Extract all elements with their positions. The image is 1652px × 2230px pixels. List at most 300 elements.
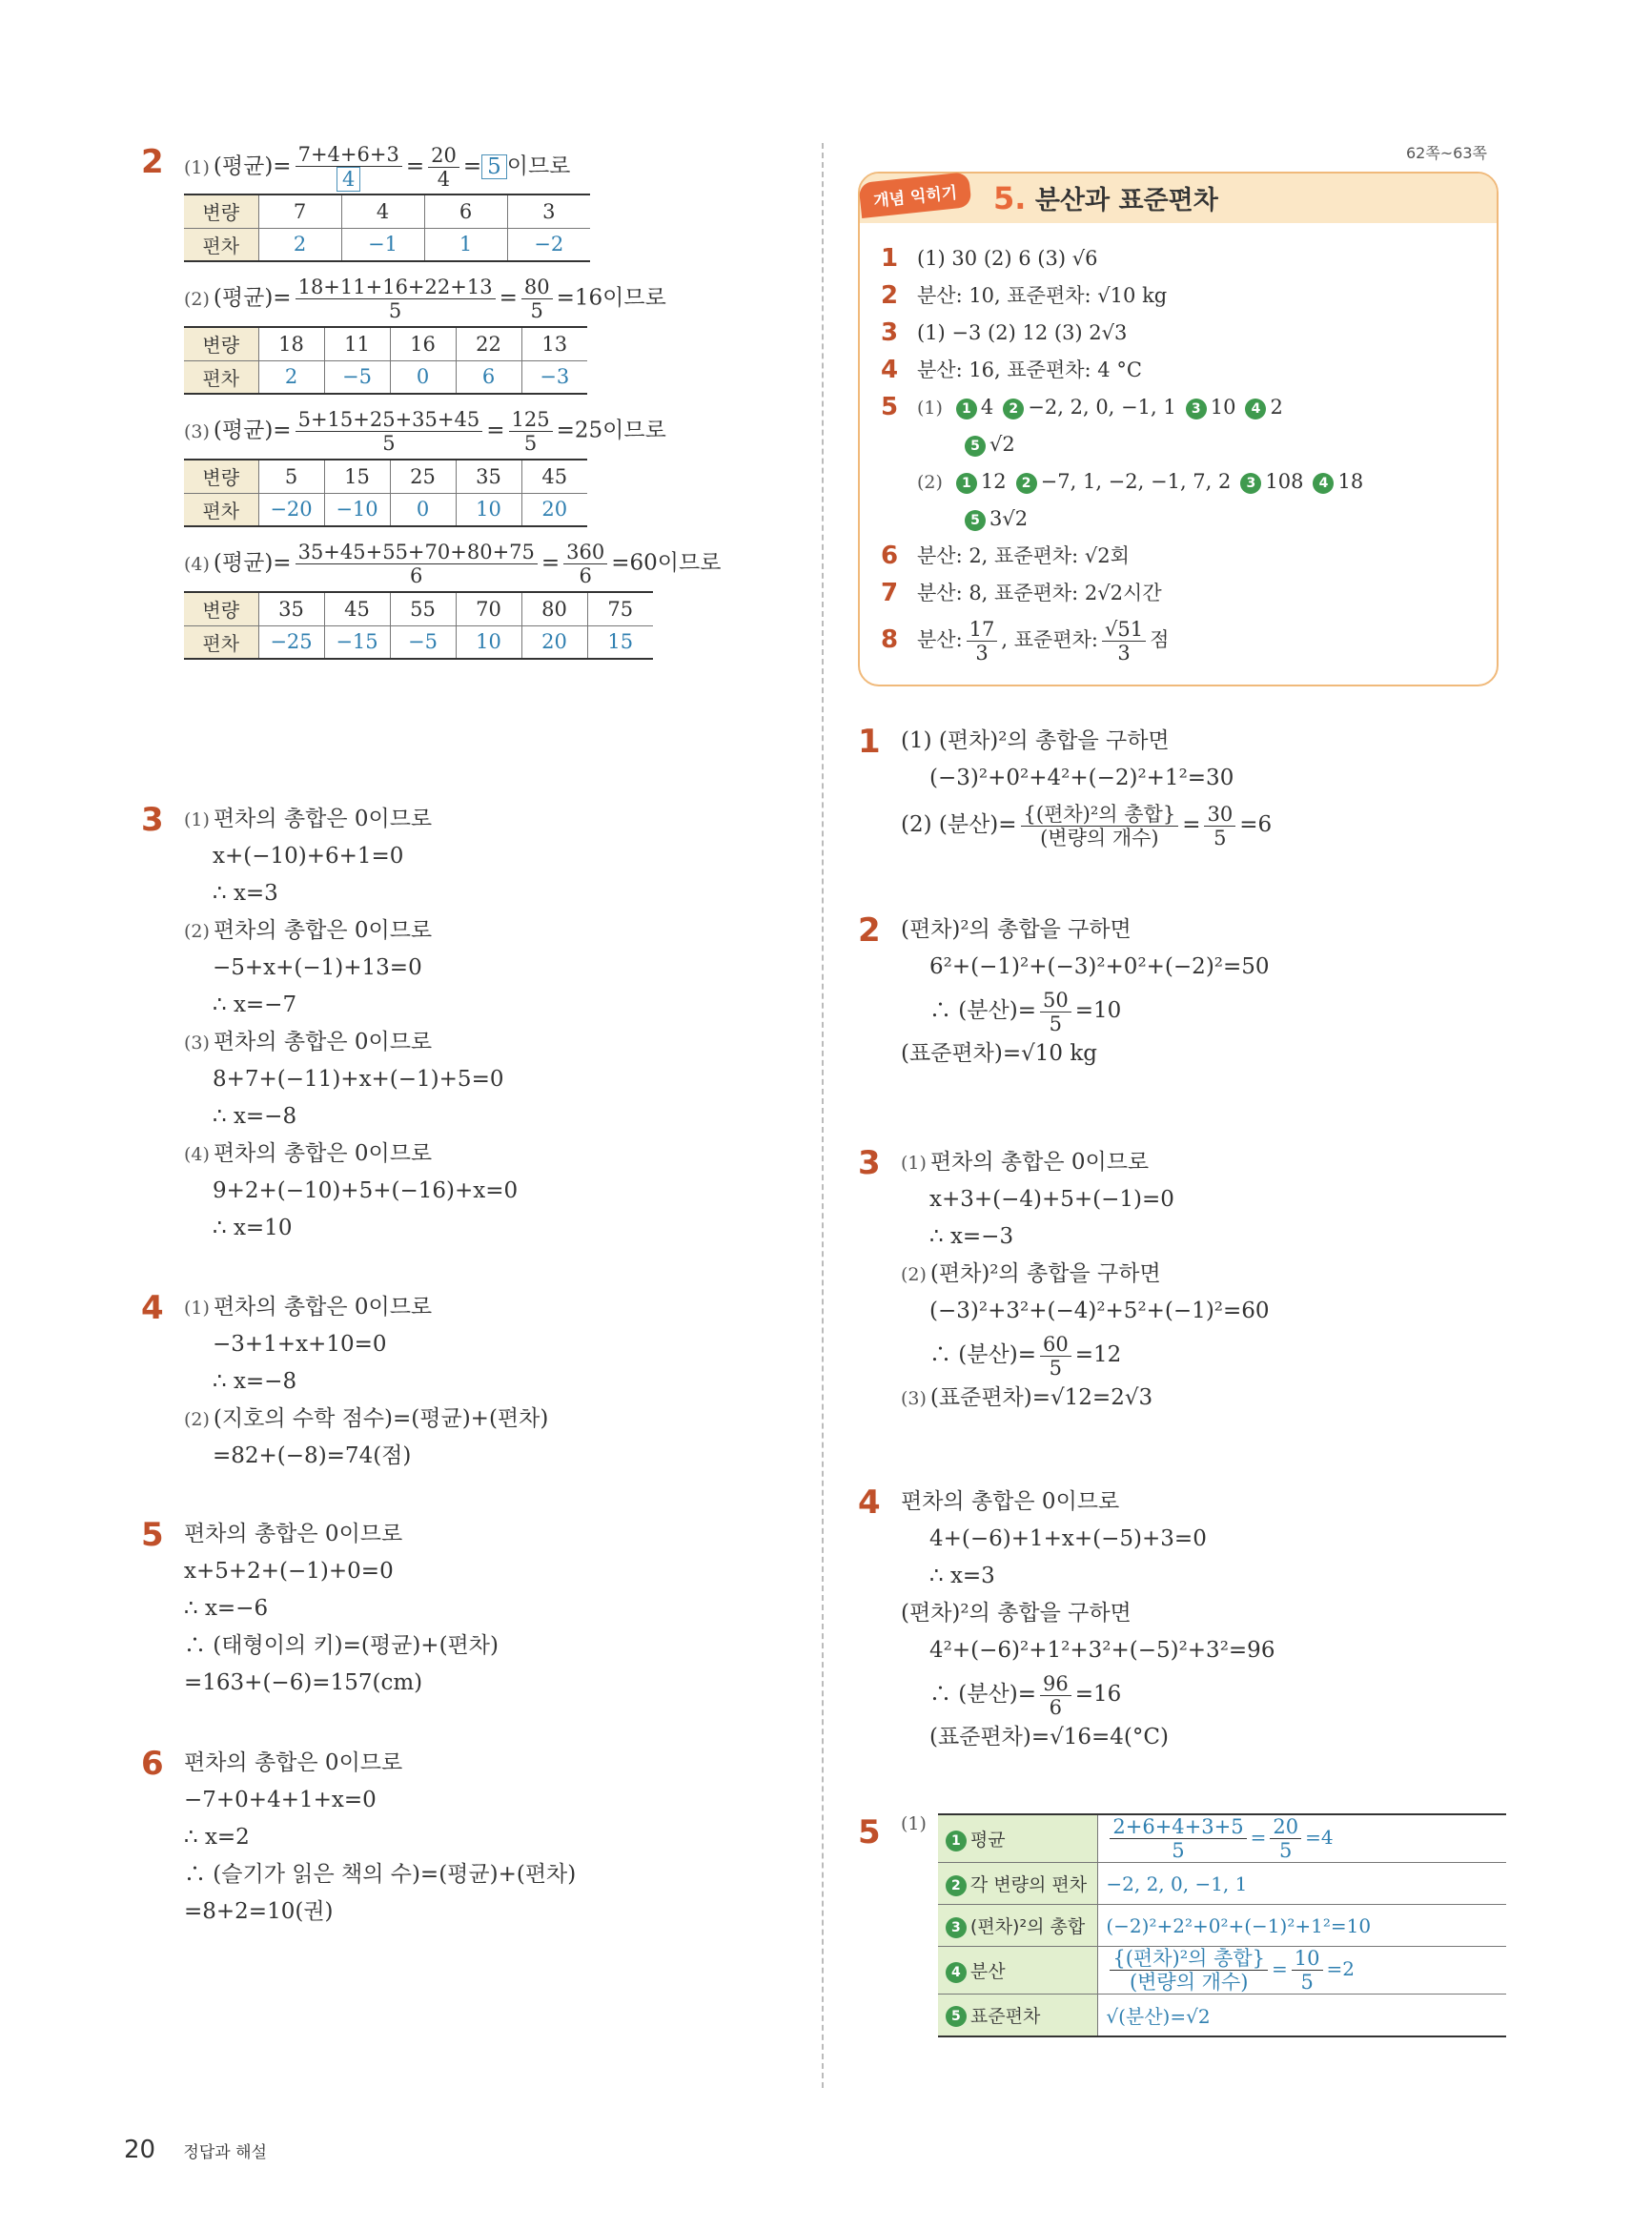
table-cell: 18 (258, 327, 324, 360)
table-cell: −20 (258, 493, 324, 526)
sub-label: (2) (184, 921, 210, 942)
numerator: 7+4+6+3 (296, 143, 402, 167)
step-value: 12 (980, 470, 1007, 493)
concept-item (881, 277, 1481, 315)
solution-line (901, 1035, 1506, 1073)
step-value: 18 (1337, 470, 1364, 493)
solution-line (184, 987, 789, 1024)
solution-line (901, 1669, 1506, 1719)
step-text: −5+x+(−1)+13=0 (213, 955, 422, 980)
sub-label: (3) (901, 1388, 927, 1409)
solution-line (184, 1024, 789, 1061)
fraction (509, 408, 553, 455)
value-text: √(분산)=√2 (1106, 2004, 1211, 2028)
numerator: 35+45+55+70+80+75 (296, 541, 538, 564)
table-cell: 11 (324, 327, 390, 360)
step-text: (편차)²의 총합을 구하면 (901, 917, 1132, 942)
concept-item (881, 575, 1481, 612)
item-number: 3 (881, 318, 899, 347)
equals: = (1272, 1957, 1288, 1980)
solution-line (184, 1289, 789, 1326)
sub-label: (1) (184, 809, 210, 830)
row-header: 변량 (184, 327, 258, 360)
solution-line (184, 1893, 789, 1931)
problem-body (184, 1516, 789, 1702)
sub-label: (3) (184, 420, 210, 442)
denominator: 3 (975, 642, 989, 665)
step-text: =10 (1074, 998, 1122, 1023)
step-text: =12 (1074, 1342, 1122, 1367)
concept-number: 5. (993, 180, 1027, 216)
denominator: (변량의 개수) (1040, 826, 1159, 849)
table-cell: 10 (456, 493, 521, 526)
sub-label: (2) (901, 1264, 927, 1285)
step-text: 편차의 총합은 0이므로 (929, 1150, 1150, 1175)
table-cell: 22 (456, 327, 521, 360)
step-text: ∴ (태형이의 키)=(평균)+(편차) (184, 1633, 499, 1658)
step-3-icon: 3 (1186, 399, 1207, 419)
item-number: 8 (881, 625, 899, 654)
solution-line (901, 760, 1506, 797)
row-label: 평균 (969, 1830, 1006, 1851)
denominator: 5 (1049, 1012, 1063, 1035)
answer-text: (1) 30 (2) 6 (3) √6 (917, 247, 1098, 270)
fraction (1270, 1815, 1301, 1862)
deviation-table (184, 591, 653, 660)
table-cell: −2 (507, 228, 590, 261)
concept-title-text: 분산과 표준편차 (1034, 186, 1218, 215)
problem-body (184, 143, 789, 660)
denominator: 6 (410, 564, 423, 587)
step-text: 편차의 총합은 0이므로 (213, 918, 433, 943)
numerator: 2+6+4+3+5 (1110, 1815, 1246, 1839)
sub-label: (1) (901, 1153, 927, 1174)
step-text: ∴ (슬기가 읽은 책의 수)=(평균)+(편차) (184, 1862, 577, 1887)
row-header: 편차 (184, 625, 258, 659)
fraction (1204, 803, 1235, 849)
concept-item-cont (881, 501, 1481, 538)
step-value: 3√2 (989, 507, 1029, 530)
table-cell: −5 (390, 625, 456, 659)
table-cell: 2 (258, 360, 324, 394)
problem-number: 5 (858, 1813, 881, 1852)
fraction (1040, 1333, 1071, 1380)
fraction (967, 618, 998, 665)
row-header (938, 1947, 1098, 1995)
step-text: (편차)²의 총합을 구하면 (901, 1601, 1132, 1626)
problem-2 (141, 143, 789, 673)
table-row (184, 228, 590, 261)
step-text: (−3)²+3²+(−4)²+5²+(−1)²=60 (929, 1299, 1270, 1323)
step-text: =82+(−8)=74(점) (213, 1443, 412, 1468)
problem-body (901, 1813, 1506, 2037)
equals: = (1250, 1826, 1267, 1849)
table-cell: 7 (258, 194, 341, 228)
step-text: ∴ x=−8 (213, 1104, 297, 1129)
solution-line (184, 1401, 789, 1438)
denominator: 5 (1172, 1839, 1185, 1862)
step-text: ∴ x=3 (213, 881, 278, 906)
step-text: x+5+2+(−1)+0=0 (184, 1559, 394, 1584)
fraction (296, 143, 402, 192)
table-row (184, 592, 653, 625)
table-cell: 1 (424, 228, 507, 261)
denominator: 3 (1117, 642, 1131, 665)
result: =4 (1305, 1826, 1334, 1849)
item-number: 2 (881, 281, 899, 310)
deviation-table (184, 194, 590, 262)
step-text: ∴ x=−3 (929, 1224, 1014, 1249)
solution-line (901, 797, 1506, 852)
denominator: 5 (1214, 826, 1227, 849)
numerator: 50 (1040, 989, 1071, 1013)
step-text: (−3)²+0²+4²+(−2)²+1²=30 (929, 766, 1234, 790)
table-cell: 20 (521, 493, 587, 526)
solution-line (901, 1719, 1506, 1756)
step-3-icon: 3 (946, 1917, 967, 1938)
sub-label: (4) (184, 553, 210, 575)
row-value (1098, 1905, 1506, 1947)
solution-line (901, 1558, 1506, 1595)
equals: = (499, 285, 518, 311)
sub-label: (3) (184, 1033, 210, 1054)
solution-line (184, 875, 789, 912)
problem-number: 4 (141, 1289, 164, 1327)
step-text: =8+2=10(권) (184, 1899, 334, 1924)
concept-item (881, 463, 1481, 501)
table-row (938, 1814, 1506, 1863)
numerator: {(편차)²의 총합} (1021, 803, 1179, 827)
item-number: 7 (881, 579, 899, 607)
table-row (184, 194, 590, 228)
concept-item (881, 389, 1481, 426)
step-2-icon: 2 (1016, 473, 1037, 494)
step-1-icon: 1 (946, 1831, 967, 1852)
denominator: 5 (388, 299, 402, 322)
concept-title (993, 179, 1218, 216)
denominator: 5 (530, 299, 543, 322)
problem-body (901, 911, 1506, 1073)
denominator: 5 (1300, 1971, 1314, 1994)
table-cell: 35 (258, 592, 324, 625)
solution-line (901, 1181, 1506, 1218)
row-label: 분산 (969, 1961, 1006, 1982)
label: 분산: (917, 628, 963, 651)
sub-label: (4) (184, 1144, 210, 1165)
step-text: 9+2+(−10)+5+(−16)+x=0 (213, 1178, 519, 1203)
step-text: x+3+(−4)+5+(−1)=0 (929, 1187, 1174, 1212)
table-cell: 5 (258, 460, 324, 493)
row-header: 편차 (184, 493, 258, 526)
mean-label: (평균)= (213, 285, 292, 311)
equals: = (462, 153, 482, 179)
concept-item (881, 538, 1481, 575)
solution-line (184, 1590, 789, 1627)
problem-body (901, 1483, 1506, 1756)
numerator: 60 (1040, 1333, 1071, 1357)
solution-line (184, 1173, 789, 1210)
problem-number: 3 (858, 1144, 881, 1182)
solution-line (184, 1856, 789, 1893)
problem-4 (141, 1289, 789, 1475)
conclusion: 이므로 (506, 153, 571, 179)
step-text: ∴ (분산)= (929, 998, 1036, 1023)
fraction (1021, 803, 1179, 849)
step-text: ∴ x=−6 (184, 1596, 269, 1621)
table-row (184, 360, 587, 394)
problem-body (901, 723, 1506, 852)
mean-label: (평균)= (213, 153, 292, 179)
row-header (938, 1863, 1098, 1905)
sub-label: (1) (184, 1298, 210, 1319)
table-row (938, 1947, 1506, 1995)
solution-line (184, 1516, 789, 1553)
concept-box (858, 172, 1499, 686)
problem-body (901, 1144, 1506, 1417)
sub-label: (2) (917, 472, 943, 493)
step-value: 4 (980, 396, 994, 419)
step-1-icon: 1 (956, 473, 977, 494)
table-row (184, 625, 653, 659)
table-cell: 13 (521, 327, 587, 360)
fraction (296, 276, 496, 322)
item-number: 1 (881, 244, 899, 273)
sub-label: (2) (184, 288, 210, 310)
table-cell: 70 (456, 592, 521, 625)
table-cell: 45 (324, 592, 390, 625)
solution-line (901, 1256, 1506, 1293)
row-header: 편차 (184, 360, 258, 394)
table-cell: 0 (390, 493, 456, 526)
row-value (1098, 1814, 1506, 1863)
table-row (938, 1863, 1506, 1905)
numerator: 30 (1204, 803, 1235, 827)
concept-tag: 개념 익히기 (858, 172, 971, 218)
rproblem-3 (858, 1144, 1506, 1417)
answer-box: 5 (481, 154, 507, 179)
rproblem-4 (858, 1483, 1506, 1756)
table-cell: 15 (324, 460, 390, 493)
page-number: 20 (124, 2136, 156, 2164)
step-text: 8+7+(−11)+x+(−1)+5=0 (213, 1067, 504, 1092)
row-header: 변량 (184, 460, 258, 493)
label: , 표준편차: (1001, 628, 1098, 651)
problem-number: 5 (141, 1516, 164, 1554)
table-cell: 4 (341, 194, 424, 228)
step-text: (표준편차)=√10 kg (901, 1041, 1097, 1066)
step-text: 편차의 총합은 0이므로 (184, 1522, 403, 1546)
solution-line (184, 1363, 789, 1401)
step-text: −7+0+4+1+x=0 (184, 1788, 377, 1812)
step-text: =163+(−6)=157(cm) (184, 1670, 423, 1695)
solution-line (184, 1627, 789, 1665)
table-row (184, 493, 587, 526)
table-cell: −5 (324, 360, 390, 394)
fraction (1110, 1815, 1246, 1862)
conclusion: =16이므로 (556, 285, 666, 311)
row-header (938, 1905, 1098, 1947)
numerator: {(편차)²의 총합} (1110, 1947, 1268, 1971)
row-label: 각 변량의 편차 (969, 1874, 1088, 1895)
solution-line (901, 723, 1506, 760)
numerator: 18+11+16+22+13 (296, 276, 496, 299)
table-cell: 80 (521, 592, 587, 625)
numerator: 20 (428, 144, 459, 168)
table-cell: 45 (521, 460, 587, 493)
step-text: ∴ x=10 (213, 1216, 293, 1240)
step-text: 편차의 총합은 0이므로 (213, 1030, 433, 1054)
table-cell: 16 (390, 327, 456, 360)
solution-line (901, 1218, 1506, 1256)
numerator: 360 (563, 541, 607, 564)
deviation-table (184, 459, 587, 527)
numerator: 96 (1040, 1672, 1071, 1696)
numerator: 125 (509, 408, 553, 432)
row-value (1098, 1863, 1506, 1905)
problem-body (184, 1745, 789, 1931)
table-cell: −15 (324, 625, 390, 659)
numerator: 5+15+25+35+45 (296, 408, 483, 432)
step-value: 2 (1270, 396, 1283, 419)
solution-line (901, 1144, 1506, 1181)
step-text: −3+1+x+10=0 (213, 1332, 387, 1357)
sub-label: (2) (184, 1409, 210, 1430)
denominator: 5 (382, 432, 396, 455)
solution-line (184, 912, 789, 950)
concept-item (881, 240, 1481, 277)
denominator: 5 (1279, 1839, 1293, 1862)
fraction (1292, 1947, 1323, 1994)
step-text: 편차의 총합은 0이므로 (184, 1750, 403, 1775)
solution-line (184, 1782, 789, 1819)
answer-text: 분산: 10, 표준편차: √10 kg (917, 284, 1168, 307)
step-2-icon: 2 (1003, 399, 1024, 419)
table-cell: 3 (507, 194, 590, 228)
step-text: 4+(−6)+1+x+(−5)+3=0 (929, 1526, 1207, 1551)
rproblem-1 (858, 723, 1506, 852)
denominator: 5 (1049, 1356, 1063, 1380)
solution-line (184, 838, 789, 875)
table-cell: 10 (456, 625, 521, 659)
solution-line (901, 949, 1506, 986)
sub-label: (1) (901, 1813, 927, 1834)
solution-line (184, 801, 789, 838)
equals: = (405, 153, 425, 179)
fraction (1110, 1947, 1268, 1994)
step-text: ∴ x=−8 (213, 1369, 297, 1394)
table-cell: 2 (258, 228, 341, 261)
step-2-icon: 2 (946, 1875, 967, 1896)
step-value: −7, 1, −2, −1, 7, 2 (1040, 470, 1232, 493)
problem-number: 2 (858, 911, 881, 950)
step-3-icon: 3 (1240, 473, 1261, 494)
footer-label: 정답과 해설 (183, 2143, 267, 2162)
step-text: 4²+(−6)²+1²+3²+(−5)²+3²=96 (929, 1638, 1275, 1663)
fraction (1040, 1672, 1071, 1719)
column-divider (822, 143, 824, 2088)
numerator: 17 (967, 618, 998, 642)
step-text: 편차의 총합은 0이므로 (213, 1295, 433, 1320)
problem-5 (141, 1516, 789, 1702)
rproblem-2 (858, 911, 1506, 1073)
problem-number: 6 (141, 1745, 164, 1783)
table-cell: 35 (456, 460, 521, 493)
solution-line (184, 1326, 789, 1363)
step-text: =16 (1074, 1682, 1122, 1707)
step-value: −2, 2, 0, −1, 1 (1028, 396, 1176, 419)
denominator: 5 (523, 432, 538, 455)
answer-text: (1) −3 (2) 12 (3) 2√3 (917, 321, 1128, 344)
step-text: ∴ x=3 (929, 1564, 995, 1588)
table-cell: 0 (390, 360, 456, 394)
problem-6 (141, 1745, 789, 1931)
table-row (938, 1995, 1506, 2036)
denominator: (변량의 개수) (1129, 1971, 1249, 1994)
table-cell: 20 (521, 625, 587, 659)
concept-item-cont (881, 426, 1481, 463)
mean-line (184, 143, 789, 191)
solution-line (901, 986, 1506, 1035)
problem-number: 4 (858, 1483, 881, 1522)
mean-label: (평균)= (213, 550, 292, 576)
step-text: (표준편차)=√16=4(°C) (929, 1725, 1169, 1749)
solution-line (184, 1098, 789, 1135)
row-header (938, 1814, 1098, 1863)
row-label: 표준편차 (969, 2005, 1041, 2027)
solution-line (901, 1483, 1506, 1521)
table-cell: 6 (424, 194, 507, 228)
answer-text: 분산: 16, 표준편차: 4 °C (917, 358, 1142, 381)
table-row (938, 1905, 1506, 1947)
step-text: 편차의 총합은 0이므로 (213, 1141, 433, 1166)
table-cell: 75 (587, 592, 653, 625)
step-text: =6 (1239, 812, 1273, 837)
deviation-table (184, 326, 587, 395)
row-value (1098, 1947, 1506, 1995)
mean-line (184, 276, 789, 322)
problem-body (184, 801, 789, 1247)
table-cell: −25 (258, 625, 324, 659)
concept-item (881, 315, 1481, 352)
answer-text: 분산: 2, 표준편차: √2회 (917, 544, 1130, 567)
solution-line (184, 1438, 789, 1475)
item-number: 5 (881, 393, 899, 421)
row-header: 변량 (184, 194, 258, 228)
solution-line (901, 1595, 1506, 1632)
step-text: (편차)²의 총합을 구하면 (929, 1261, 1161, 1286)
numerator: 20 (1270, 1815, 1301, 1839)
step-text: 편차의 총합은 0이므로 (901, 1489, 1120, 1514)
problem-body (184, 1289, 789, 1475)
step-text: (1) (편차)²의 총합을 구하면 (901, 728, 1170, 753)
step-4-icon: 4 (946, 1962, 967, 1983)
solution-line (184, 1665, 789, 1702)
step-text: 6²+(−1)²+(−3)²+0²+(−2)²=50 (929, 954, 1270, 979)
step-4-icon: 4 (1313, 473, 1334, 494)
table-cell: 25 (390, 460, 456, 493)
concept-item (881, 612, 1481, 667)
problem-number: 3 (141, 801, 164, 839)
numerator: 80 (521, 276, 553, 299)
step-text: ∴ (분산)= (929, 1342, 1036, 1367)
row-header: 편차 (184, 228, 258, 261)
mean-line (184, 541, 789, 587)
denominator (334, 167, 363, 192)
row-header: 변량 (184, 592, 258, 625)
item-number: 6 (881, 542, 899, 570)
step-value: 10 (1210, 396, 1236, 419)
rproblem-5 (858, 1813, 1506, 2037)
